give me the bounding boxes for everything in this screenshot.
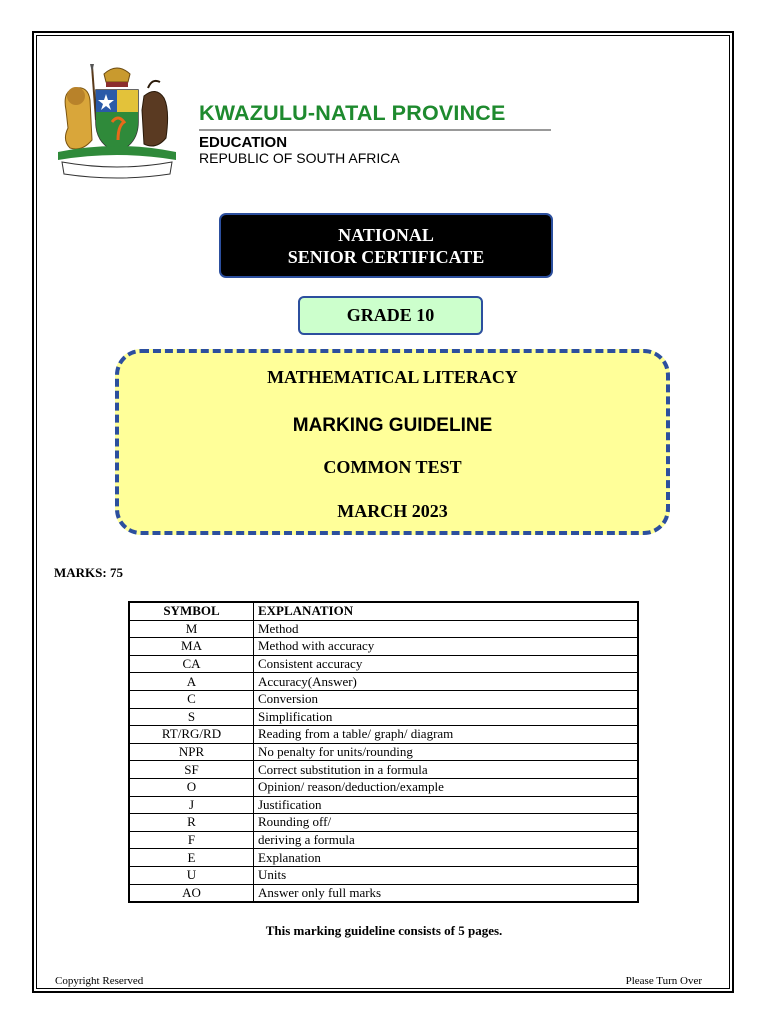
symbol-cell: R: [129, 814, 254, 832]
explanation-cell: Correct substitution in a formula: [254, 761, 639, 779]
symbol-cell: C: [129, 690, 254, 708]
coat-of-arms-icon: [52, 60, 182, 180]
document-type: MARKING GUIDELINE: [292, 415, 493, 436]
table-row: [129, 866, 638, 884]
symbol-cell: S: [129, 708, 254, 726]
explanation-cell: Explanation: [254, 849, 639, 867]
table-row: [129, 831, 638, 849]
symbol-cell: J: [129, 796, 254, 814]
title-box: [115, 349, 670, 535]
symbol-cell: NPR: [129, 743, 254, 761]
table-row: [129, 673, 638, 691]
certificate-line-2: SENIOR CERTIFICATE: [287, 247, 485, 267]
symbol-cell: MA: [129, 638, 254, 656]
explanation-cell: Accuracy(Answer): [254, 673, 639, 691]
certificate-line-1: NATIONAL: [338, 225, 434, 245]
copyright-footer: Copyright Reserved: [55, 975, 144, 987]
table-row: [129, 620, 638, 638]
symbol-cell: U: [129, 866, 254, 884]
explanation-cell: Justification: [254, 796, 639, 814]
symbol-cell: AO: [129, 884, 254, 902]
symbol-cell: CA: [129, 655, 254, 673]
test-date: MARCH 2023: [337, 501, 448, 521]
explanation-cell: Opinion/ reason/deduction/example: [254, 778, 639, 796]
turn-over-footer: Please Turn Over: [625, 975, 702, 987]
symbol-cell: M: [129, 620, 254, 638]
table-row: [129, 726, 638, 744]
page-count-note: This marking guideline consists of 5 pages.: [265, 923, 503, 938]
table-row: [129, 849, 638, 867]
symbol-cell: RT/RG/RD: [129, 726, 254, 744]
symbol-cell: SF: [129, 761, 254, 779]
explanation-cell: No penalty for units/rounding: [254, 743, 639, 761]
explanation-cell: Method: [254, 620, 639, 638]
table-row: [129, 778, 638, 796]
explanation-cell: deriving a formula: [254, 831, 639, 849]
explanation-cell: Answer only full marks: [254, 884, 639, 902]
explanation-cell: Simplification: [254, 708, 639, 726]
table-row: [129, 743, 638, 761]
symbol-cell: F: [129, 831, 254, 849]
explanation-cell: Consistent accuracy: [254, 655, 639, 673]
symbol-cell: O: [129, 778, 254, 796]
subject-title: MATHEMATICAL LITERACY: [267, 367, 518, 387]
province-name: KWAZULU-NATAL PROVINCE: [199, 101, 506, 125]
table-row: [129, 796, 638, 814]
grade-badge: GRADE 10: [298, 296, 483, 335]
column-header-explanation: EXPLANATION: [254, 602, 639, 620]
symbol-cell: A: [129, 673, 254, 691]
table-row: [129, 690, 638, 708]
department-name: EDUCATION: [199, 134, 288, 151]
symbols-table: [128, 601, 639, 903]
explanation-cell: Conversion: [254, 690, 639, 708]
table-row: [129, 655, 638, 673]
symbol-cell: E: [129, 849, 254, 867]
country-name: REPUBLIC OF SOUTH AFRICA: [199, 150, 400, 166]
certificate-banner: [219, 213, 553, 278]
table-row: [129, 814, 638, 832]
header-divider: [199, 129, 551, 131]
explanation-cell: Rounding off/: [254, 814, 639, 832]
table-row: [129, 708, 638, 726]
column-header-symbol: SYMBOL: [129, 602, 254, 620]
explanation-cell: Units: [254, 866, 639, 884]
total-marks: MARKS: 75: [54, 565, 123, 580]
explanation-cell: Method with accuracy: [254, 638, 639, 656]
test-name: COMMON TEST: [323, 457, 462, 477]
table-row: [129, 884, 638, 902]
table-header-row: [129, 602, 638, 620]
symbols-table-body: [129, 620, 638, 902]
explanation-cell: Reading from a table/ graph/ diagram: [254, 726, 639, 744]
table-row: [129, 761, 638, 779]
table-row: [129, 638, 638, 656]
